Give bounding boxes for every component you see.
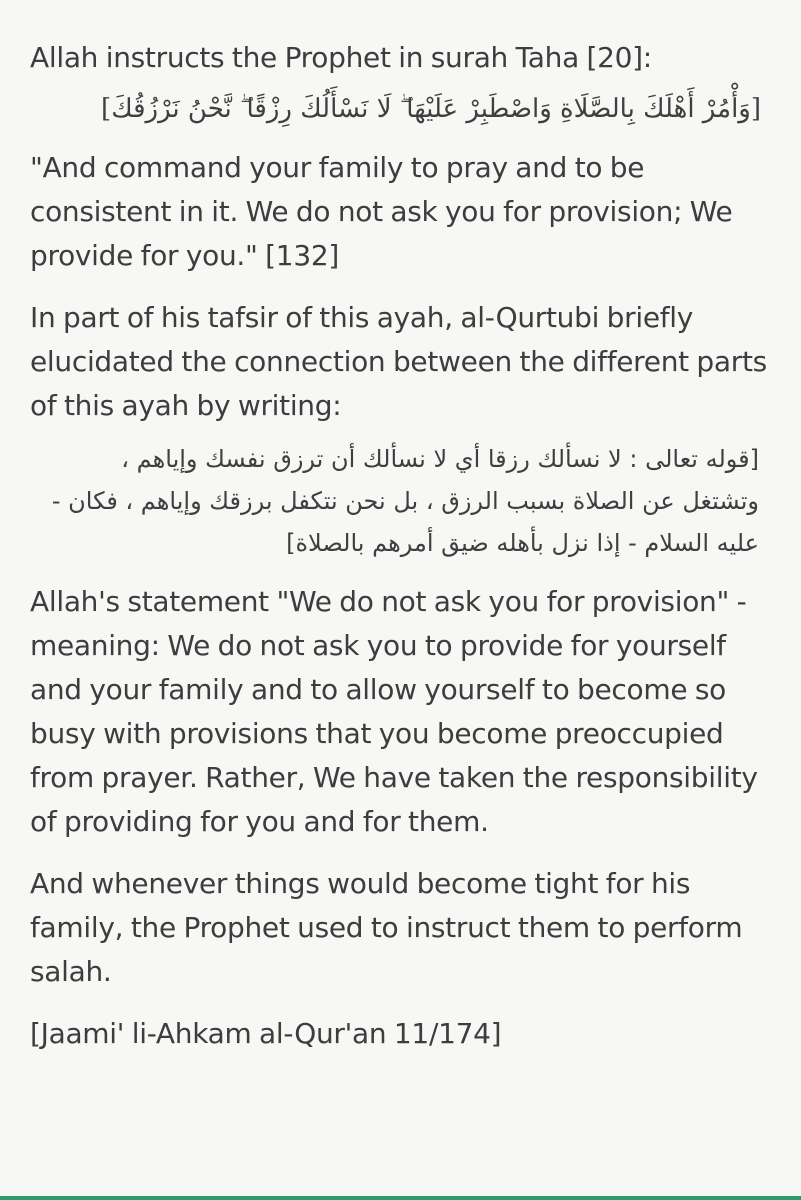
verse-translation: "And command your family to pray and to be consistent in it. We do not ask you for provision; We provide for you." [132]: [30, 151, 733, 272]
quote-arabic: [قوله تعالى : لا نسألك رزقا أي لا نسألك أن ترزق نفسك وإياهم ، وتشتغل عن الصلاة بسبب الرزق ، بل نحن نتكفل برزقك وإياهم ، فكان - عليه السلام - إذا نزل بأهله ضيق أمرهم بالصلاة]: [51, 445, 759, 557]
source-reference: [Jaami' li-Ahkam al-Qur'an 11/174]: [30, 1017, 502, 1050]
verse-arabic: [وَأْمُرْ أَهْلَكَ بِالصَّلَاةِ وَاصْطَبِرْ عَلَيْهَا ۖ لَا نَسْأَلُكَ رِزْقًا ۖ نَّحْنُ نَرْزُقُكَ]: [101, 94, 761, 124]
bottom-accent-line: [0, 1196, 801, 1200]
tafsir-intro: In part of his tafsir of this ayah, al-Qurtubi briefly elucidated the connection between the different parts of this ayah by writing:: [30, 301, 767, 422]
whenever-paragraph: And whenever things would become tight for his family, the Prophet used to instruct them to perform salah.: [30, 867, 743, 988]
intro-line: Allah instructs the Prophet in surah Taha [20]:: [30, 41, 652, 74]
meaning-paragraph: Allah's statement "We do not ask you for provision" - meaning: We do not ask you to provide for yourself and your family and to allow yourself to become so busy with provisions that you become preoccupied from prayer. Rather, We have taken the responsibility of providing for you and for them.: [30, 585, 758, 838]
